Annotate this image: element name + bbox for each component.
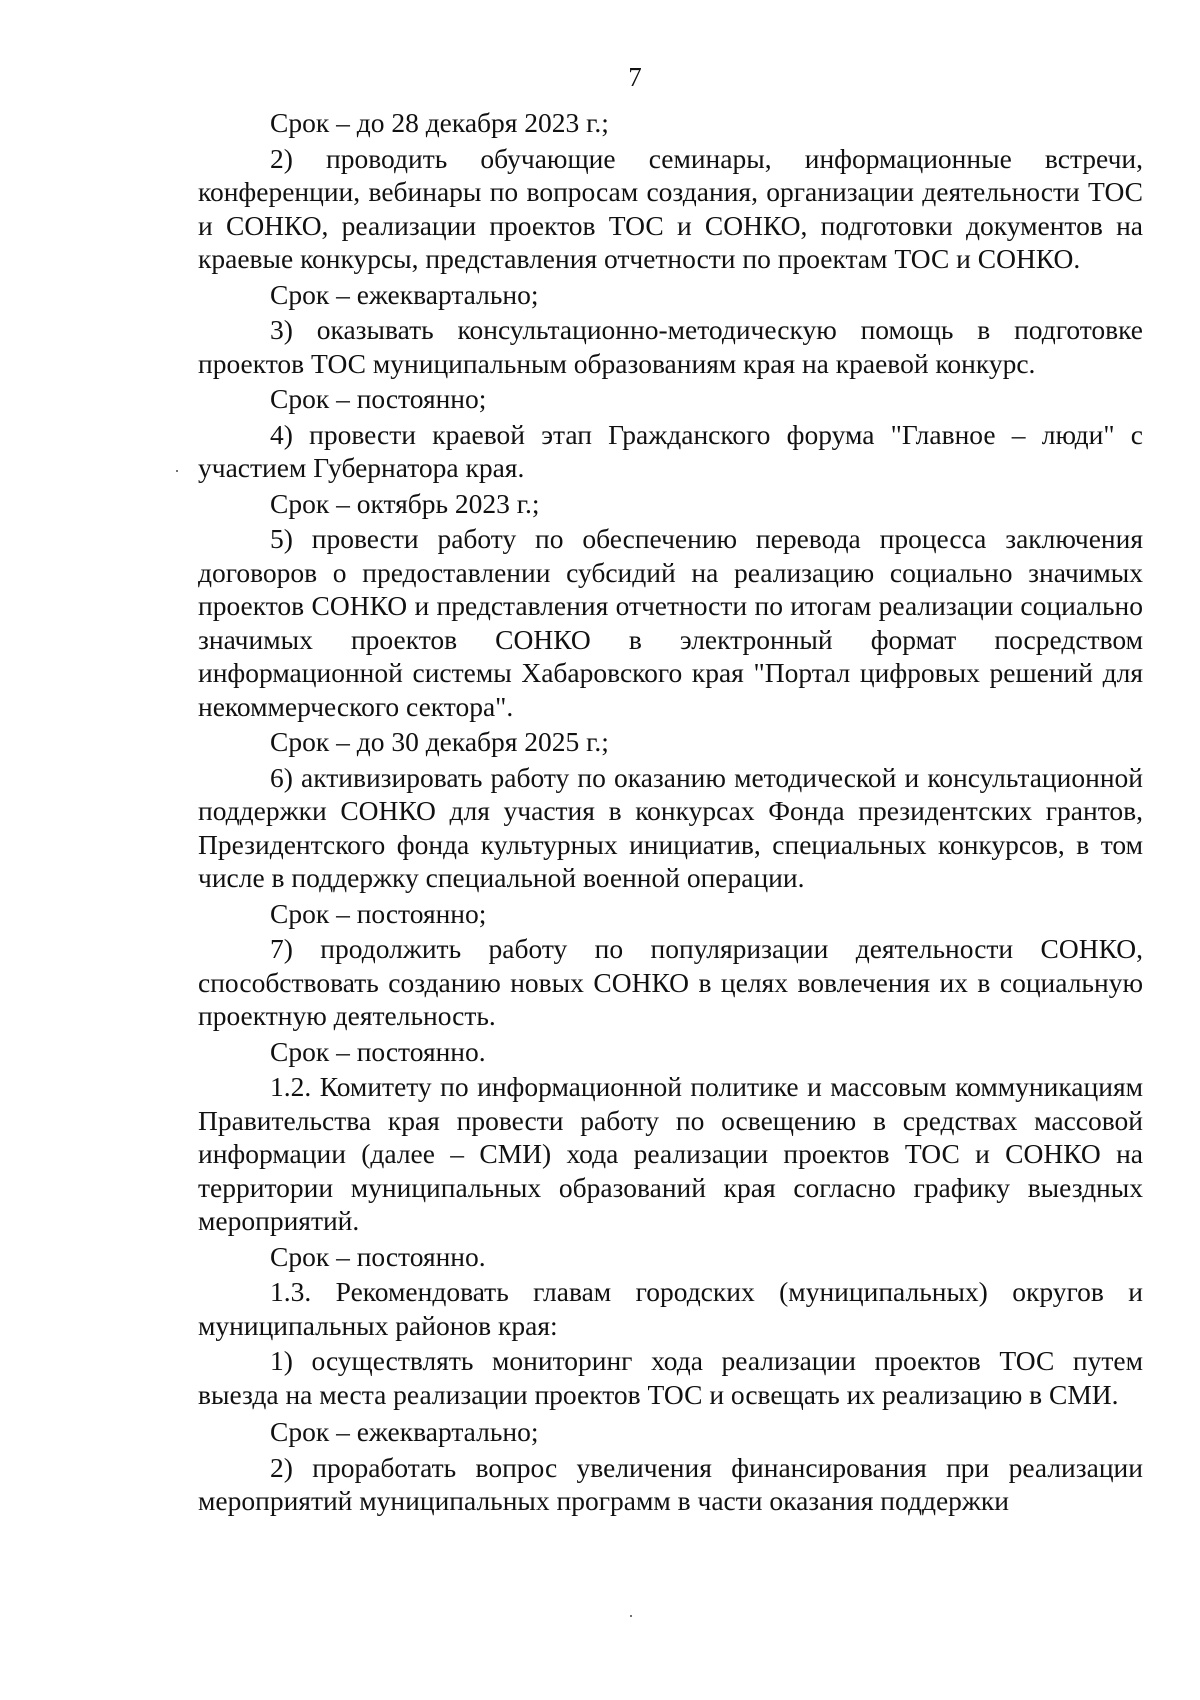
list-item-paragraph: 7) продолжить работу по популяризации деятельности СОНКО, способствовать созданию новых СОНКО в целях вовлечения их в социальную проектную деятельность. bbox=[198, 933, 1143, 1031]
deadline-line: Срок – ежеквартально; bbox=[270, 1416, 539, 1447]
section-paragraph: 1.2. Комитету по информационной политике и массовым коммуникациям Правительства края провести работу по освещению в средствах массовой информации (далее – СМИ) хода реализации проектов ТОС и СОНКО на территории муниципальных образований края согласно графику выездных мероприятий. bbox=[198, 1071, 1143, 1236]
list-item-paragraph: 6) активизировать работу по оказанию методической и консультационной поддержки СОНКО для участия в конкурсах Фонда президентских грантов, Президентского фонда культурных инициатив, специальных конкурсов, в том числе в поддержку специальной военной операции. bbox=[198, 761, 1143, 893]
list-item-paragraph: 4) провести краевой этап Гражданского форума "Главное – люди" с участием Губернатора края. bbox=[198, 418, 1143, 483]
deadline-line: Срок – постоянно. bbox=[270, 1035, 486, 1067]
deadline-line: Срок – до 30 декабря 2025 г.; bbox=[270, 726, 609, 757]
section-paragraph: 1.3. Рекомендовать главам городских (муниципальных) округов и муниципальных районов края: bbox=[198, 1276, 1143, 1341]
deadline-line: Срок – до 28 декабря 2023 г.; bbox=[270, 107, 609, 138]
deadline-line: Срок – постоянно; bbox=[270, 897, 487, 929]
list-item-paragraph: 1) осуществлять мониторинг хода реализации проектов ТОС путем выезда на места реализации проектов ТОС и освещать их реализацию в СМИ. bbox=[198, 1345, 1143, 1410]
deadline-line: Срок – октябрь 2023 г.; bbox=[270, 487, 540, 519]
deadline-line: Срок – ежеквартально; bbox=[270, 278, 539, 310]
list-item-paragraph: 2) проводить обучающие семинары, информационные встречи, конференции, вебинары по вопросам создания, организации деятельности ТОС и СОНКО, реализации проектов ТОС и СОНКО, подготовки документов на краевые конкурсы, представления отчетности по проектам ТОС и СОНКО. bbox=[198, 142, 1143, 274]
deadline-line: Срок – постоянно. bbox=[270, 1240, 486, 1272]
list-item-paragraph: 2) проработать вопрос увеличения финансирования при реализации мероприятий муниципальных программ в части оказания поддержки bbox=[198, 1451, 1143, 1516]
deadline-line: Срок – постоянно; bbox=[270, 383, 487, 414]
scan-speck bbox=[176, 470, 178, 472]
list-item-paragraph: 5) провести работу по обеспечению перевода процесса заключения договоров о предоставлении субсидий на реализацию социально значимых проектов СОНКО и представления отчетности по итогам реализации социально значимых проектов СОНКО в электронный формат посредством информационной системы Хабаровского края "Портал цифровых решений для некоммерческого сектора". bbox=[198, 523, 1143, 722]
list-item-paragraph: 3) оказывать консультационно-методическую помощь в подготовке проектов ТОС муниципальным образованиям края на краевой конкурс. bbox=[198, 314, 1143, 379]
scan-speck bbox=[630, 1615, 632, 1617]
page-number: 7 bbox=[628, 62, 642, 92]
document-body bbox=[198, 106, 1143, 1518]
